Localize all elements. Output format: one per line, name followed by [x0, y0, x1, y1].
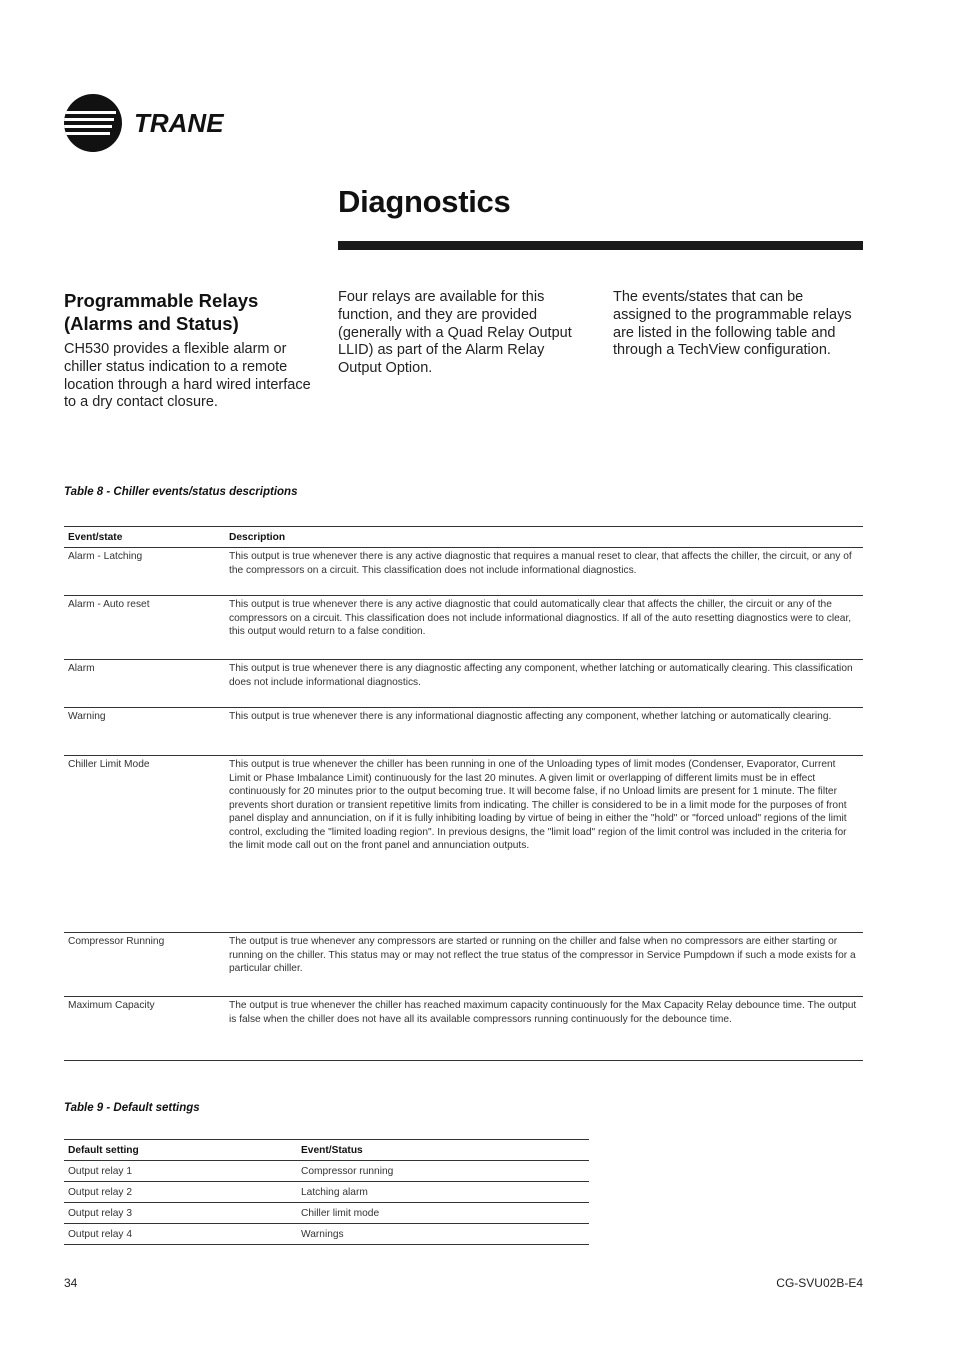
table9-caption: Table 9 - Default settings: [64, 1102, 200, 1114]
setting-cell: Output relay 3: [64, 1203, 297, 1224]
table-row: [64, 1161, 589, 1182]
status-cell: Warnings: [297, 1224, 589, 1245]
event-cell: Compressor Running: [64, 933, 225, 997]
column-header-description: Description: [225, 527, 863, 548]
intro-paragraph-3: The events/states that can be assigned to the programmable relays are listed in the following table and through a TechView configuration.: [613, 289, 852, 359]
table-row: [64, 548, 863, 596]
column-header-status: Event/Status: [297, 1140, 589, 1161]
event-cell: Warning: [64, 708, 225, 756]
description-cell: This output is true whenever there is any diagnostic affecting any component, whether latching or automatically clearing. This classification does not include informational diagnostics.: [225, 660, 863, 708]
intro-paragraph-1: CH530 provides a flexible alarm or chiller status indication to a remote location through a hard wired interface to a dry contact closure.: [64, 341, 311, 411]
table-row: [64, 756, 863, 933]
setting-cell: Output relay 4: [64, 1224, 297, 1245]
event-cell: Alarm - Auto reset: [64, 596, 225, 660]
default-settings-table: [64, 1139, 589, 1245]
document-code: CG-SVU02B-E4: [776, 1276, 863, 1290]
column-header-setting: Default setting: [64, 1140, 297, 1161]
table-row: [64, 1224, 589, 1245]
table-row: [64, 708, 863, 756]
description-cell: The output is true whenever the chiller has reached maximum capacity continuously for the Max Capacity Relay debounce time. The output is false when the chiller does not have all its available compressors running continuously for the debounce time.: [229, 1000, 857, 1025]
table-header-row: [64, 527, 863, 548]
table-row: [64, 933, 863, 997]
intro-column-3: [613, 289, 863, 360]
section-heading: Programmable Relays (Alarms and Status): [64, 290, 259, 334]
description-cell: This output is true whenever the chiller has been running in one of the Unloading types of limit modes (Condenser, Evaporator, Current Limit or Phase Imbalance Limit) continuously for the last 20 minutes. A given limit or overlapping of different limits must be in effect continuously for 20 minutes prior to the output becoming true. It will become false, if no Unload limits are present for 1 minute. The filter prevents short duration or transient repetitive limits from indicating. The chiller is considered to be in a limit mode for the purposes of front panel display and annunciation, on if it is fully inhibiting loading by virtue of being in either the "hold" or "forced unload" regions of the limit control, excluding the "limited loading region". In previous designs, the "limit load" region of the limit control was included in the criteria for the limit mode call out on the front panel and annunciation outputs.: [225, 756, 863, 933]
description-cell: The output is true whenever any compressors are started or running on the chiller and false when no compressors are either starting or running on the chiller. This status may or may not reflect the true status of the compressor in Service Pumpdown if such a mode exists for a particular chiller.: [225, 933, 863, 997]
event-cell: Alarm: [64, 660, 225, 708]
table-row: [64, 1203, 589, 1224]
table-row: [64, 997, 863, 1061]
intro-column-1: [64, 289, 316, 412]
table8-caption: Table 8 - Chiller events/status descriptions: [64, 486, 298, 498]
title-rule: [338, 241, 863, 250]
intro-paragraph-2: Four relays are available for this function, and they are provided (generally with a Quad Relay Output LLID) as part of the Alarm Relay Output Option.: [338, 289, 572, 377]
column-header-event: Event/state: [64, 527, 225, 548]
page-number: 34: [64, 1276, 78, 1290]
table-header-row: [64, 1140, 589, 1161]
setting-cell: Output relay 2: [64, 1182, 297, 1203]
intro-column-2: [338, 289, 588, 378]
event-cell: Maximum Capacity: [68, 1000, 155, 1011]
event-cell: Chiller Limit Mode: [64, 756, 225, 933]
status-cell: Latching alarm: [297, 1182, 589, 1203]
logo-wordmark: TRANE: [134, 108, 224, 138]
description-cell: This output is true whenever there is any active diagnostic that requires a manual reset to clear, that affects the chiller, the circuit, or any of the compressors on a circuit. This classification does not include informational diagnostics.: [225, 548, 863, 596]
events-table: [64, 526, 863, 1061]
table-row: [64, 1182, 589, 1203]
status-cell: Chiller limit mode: [297, 1203, 589, 1224]
description-cell: This output is true whenever there is any active diagnostic that could automatically clear that affects the chiller, the circuit or any of the compressors on a circuit. This classification does not include informational diagnostics. If all of the auto resetting diagnostics were to clear, this output would return to a false condition.: [225, 596, 863, 660]
event-cell: Alarm - Latching: [64, 548, 225, 596]
page-title: Diagnostics: [338, 184, 511, 219]
setting-cell: Output relay 1: [64, 1161, 297, 1182]
status-cell: Compressor running: [297, 1161, 589, 1182]
table-row: [64, 660, 863, 708]
description-cell: This output is true whenever there is any informational diagnostic affecting any component, whether latching or automatically clearing.: [225, 708, 863, 756]
trane-logo: [64, 94, 244, 154]
table-row: [64, 596, 863, 660]
